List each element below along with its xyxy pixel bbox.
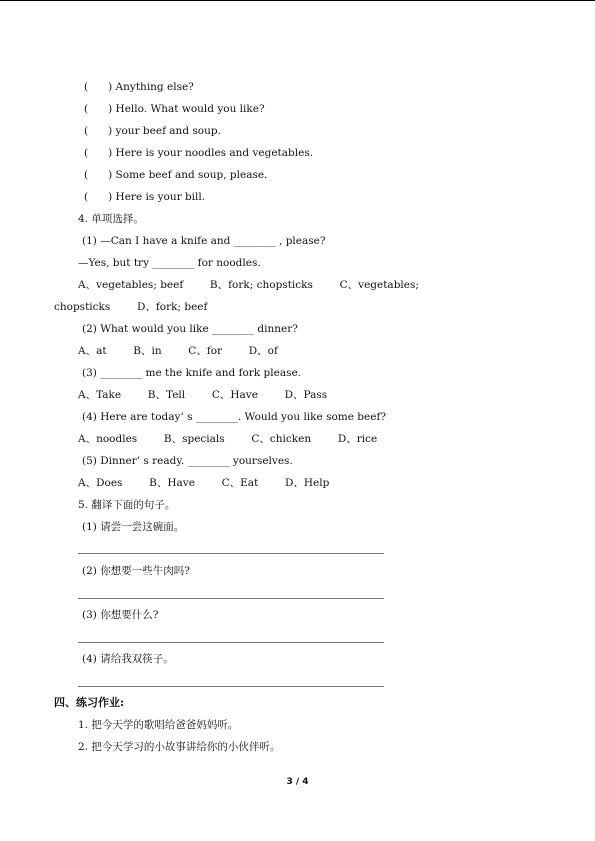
answer-line	[78, 686, 384, 687]
answer-line	[78, 642, 384, 643]
q4-options: A、noodles B、specials C、chicken D、rice	[78, 433, 378, 445]
q4-line: (4) Here are today’ s ________. Would you like some beef?	[82, 411, 386, 423]
header-rule	[0, 0, 595, 1]
homework-item: 1. 把今天学的歌唱给爸爸妈妈听。	[78, 719, 239, 731]
section-heading: 四、练习作业:	[54, 696, 125, 709]
dialogue-line: ( ) Here is your bill.	[84, 191, 206, 203]
q4-options: chopsticks D、fork; beef	[54, 301, 208, 313]
dialogue-line: ( ) Some beef and soup, please.	[84, 169, 268, 181]
q4-line: (3) ________ me the knife and fork please.	[82, 367, 302, 379]
page-number: 3 / 4	[286, 777, 309, 787]
dialogue-line: ( ) Hello. What would you like?	[84, 103, 265, 115]
q4-options: A、Does B、Have C、Eat D、Help	[78, 477, 330, 489]
q4-line: (1) —Can I have a knife and ________ , please?	[82, 235, 326, 247]
q5-item: (4) 请给我双筷子。	[82, 653, 174, 665]
dialogue-line: ( ) Anything else?	[84, 81, 194, 93]
homework-item: 2. 把今天学习的小故事讲给你的小伙伴听。	[78, 741, 281, 753]
answer-line	[78, 598, 384, 599]
q5-item: (2) 你想要一些牛肉吗?	[82, 565, 190, 577]
q4-line: (2) What would you like ________ dinner?	[82, 323, 298, 335]
q5-item: (3) 你想要什么?	[82, 609, 159, 621]
q4-options: A、vegetables; beef B、fork; chopsticks C、vegetables;	[78, 279, 419, 291]
q4-line: —Yes, but try ________ for noodles.	[78, 257, 261, 269]
q4-heading: 4. 单项选择。	[78, 213, 144, 225]
q5-heading: 5. 翻译下面的句子。	[78, 499, 176, 511]
dialogue-line: ( ) Here is your noodles and vegetables.	[84, 147, 314, 159]
q5-item: (1) 请尝一尝这碗面。	[82, 521, 185, 533]
dialogue-line: ( ) your beef and soup.	[84, 125, 221, 137]
q4-options: A、Take B、Tell C、Have D、Pass	[78, 389, 328, 401]
q4-options: A、at B、in C、for D、of	[78, 345, 278, 357]
answer-line	[78, 553, 384, 554]
q4-line: (5) Dinner’ s ready. ________ yourselves.	[82, 455, 293, 467]
